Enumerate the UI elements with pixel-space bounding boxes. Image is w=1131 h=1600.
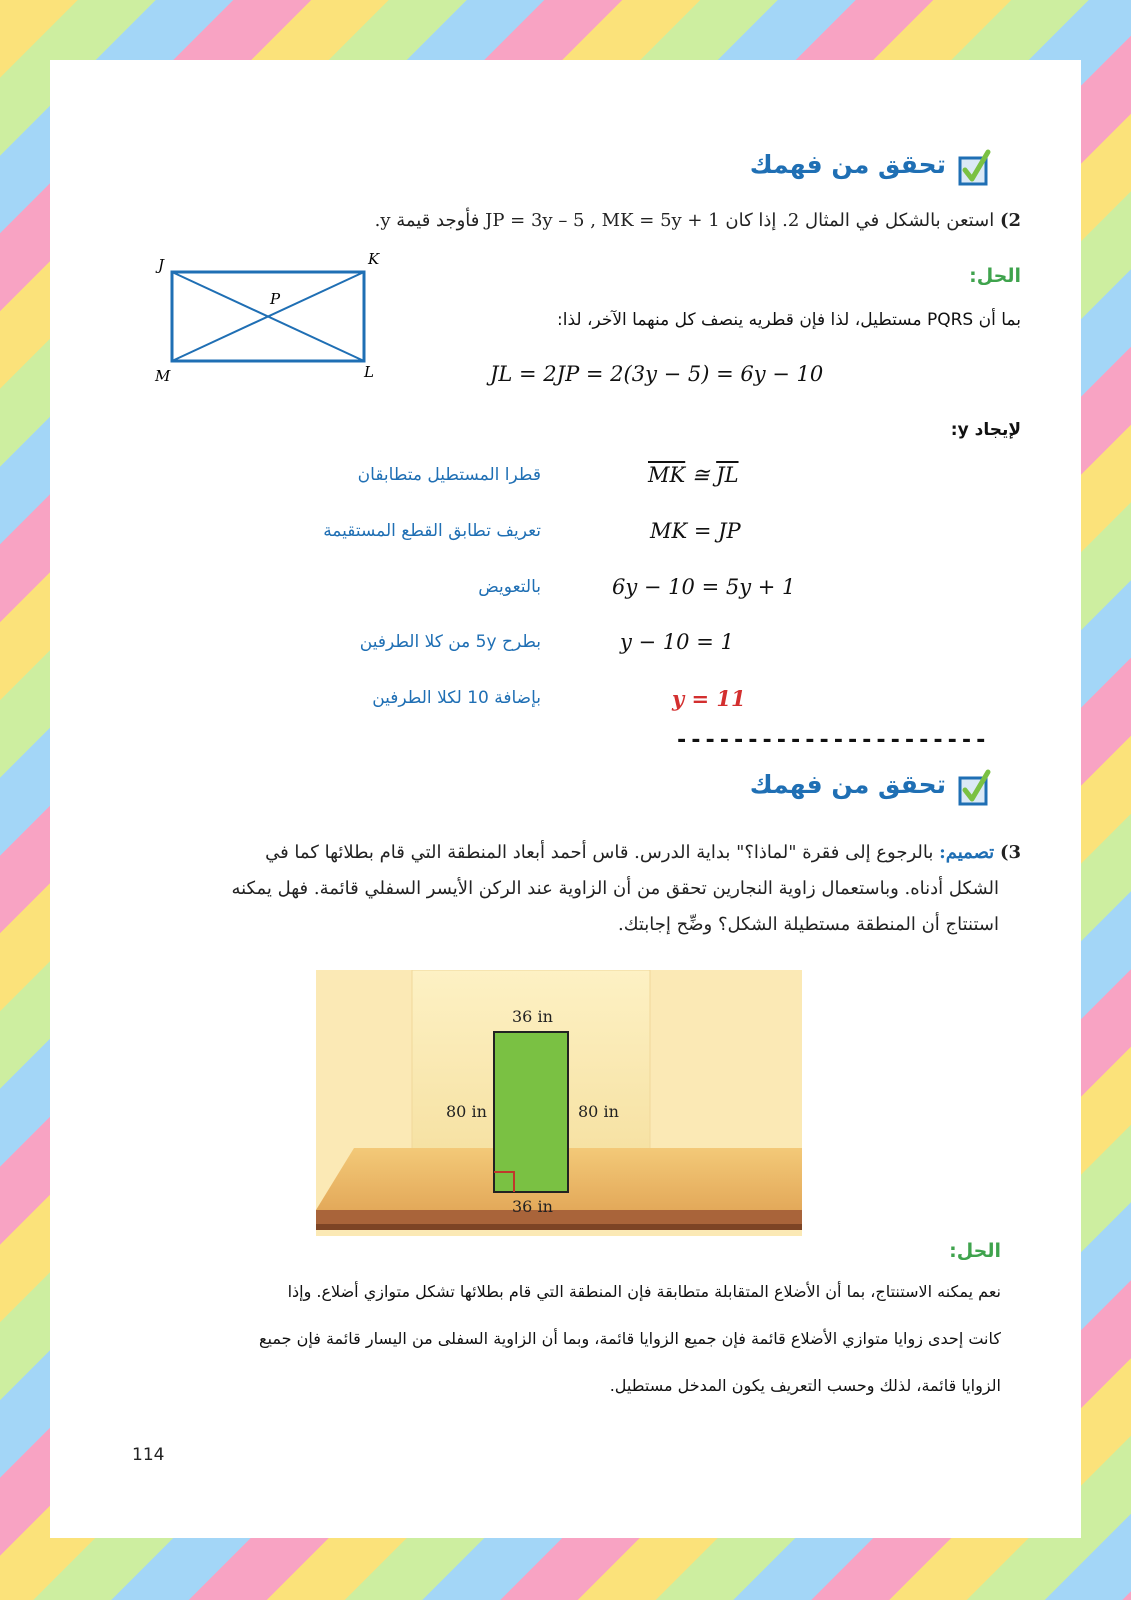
problem-text: بالرجوع إلى فقرة "لماذا؟" بداية الدرس. قاس أحمد أبعاد المنطقة التي قام بطلائها كما في (265, 842, 934, 863)
checkbox-icon (958, 148, 992, 188)
section-heading: تحقق من فهمك (749, 150, 946, 179)
step-reason: بطرح 5y من كلا الطرفين (359, 632, 541, 652)
solution-intro: بما أن PQRS مستطيل، لذا فإن قطريه ينصف كل منهما الآخر، لذا: (557, 310, 1021, 330)
equation-jl: JL = 2JP = 2(3y − 5) = 6y − 10 (490, 362, 824, 386)
intersection-label-p: P (270, 290, 281, 308)
dimension-bottom: 36 in (512, 1197, 553, 1216)
congruent-symbol: ≅ (685, 463, 717, 487)
problem-line: استنتاج أن المنطقة مستطيلة الشكل؟ وضِّح إجابتك. (617, 914, 999, 935)
step-reason: بالتعويض (478, 577, 541, 597)
step-statement: MK = JP (650, 519, 741, 543)
page-sheet (50, 60, 1081, 1538)
doorway-figure (316, 970, 802, 1236)
solution-label: الحل: (949, 1240, 1001, 1262)
find-y-label: لإيجاد y: (950, 420, 1021, 440)
answer-line: الزوايا قائمة، لذلك وحسب التعريف يكون المدخل مستطيل. (609, 1376, 1001, 1395)
page-number: 114 (132, 1445, 165, 1465)
step-statement: 6y − 10 = 5y + 1 (612, 575, 796, 599)
answer-line: كانت إحدى زوايا متوازي الأضلاع قائمة فإن جميع الزوايا قائمة، وبما أن الزاوية السفلى من اليسار قائمة فإن جميع (259, 1329, 1001, 1348)
section-divider: ---------------------- (675, 728, 989, 753)
solution-label: الحل: (969, 265, 1021, 287)
painted-region (494, 1032, 568, 1192)
answer-line: نعم يمكنه الاستنتاج، بما أن الأضلاع المتقابلة متطابقة فإن المنطقة التي قام بطلائها تشكل متوازي أضلاع. وإذا (287, 1282, 1001, 1301)
vertex-label-j: J (158, 256, 165, 274)
step-reason: تعريف تطابق القطع المستقيمة (323, 521, 541, 541)
dimension-left: 80 in (446, 1102, 487, 1121)
vertex-label-k: K (368, 250, 380, 268)
answer-y: y = 11 (672, 686, 746, 711)
checkbox-icon (958, 768, 992, 808)
problem-line (151, 835, 1021, 871)
step-reason: بإضافة 10 لكلا الطرفين (372, 688, 541, 708)
answer-paragraph (131, 1268, 1001, 1409)
rectangle-figure (150, 250, 390, 390)
dimension-right: 80 in (578, 1102, 619, 1121)
section-heading: تحقق من فهمك (749, 770, 946, 799)
step-reason: قطرا المستطيل متطابقان (357, 465, 541, 485)
step-statement: y − 10 = 1 (620, 630, 734, 654)
problem-line: الشكل أدناه. وباستعمال زاوية النجارين تحقق من أن الزاوية عند الركن الأيسر السفلي قائمة. فهل يمكنه (231, 878, 999, 899)
dimension-top: 36 in (512, 1007, 553, 1026)
step-statement (648, 463, 739, 487)
problem-number: 2) (999, 210, 1021, 231)
problem-keyword: تصميم: (939, 842, 995, 863)
segment-mk: $\overline{MK}$ (648, 463, 686, 487)
problem-statement (261, 210, 1021, 231)
problem-number: 3) (999, 842, 1021, 863)
problem-statement (151, 835, 1021, 943)
problem-text: استعن بالشكل في المثال 2. إذا كان JP = 3y – 5 , MK = 5y + 1 فأوجد قيمة y. (374, 210, 995, 231)
vertex-label-m: M (155, 367, 171, 385)
vertex-label-l: L (364, 363, 374, 381)
segment-jl: $\overline{JL}$ (716, 463, 739, 487)
